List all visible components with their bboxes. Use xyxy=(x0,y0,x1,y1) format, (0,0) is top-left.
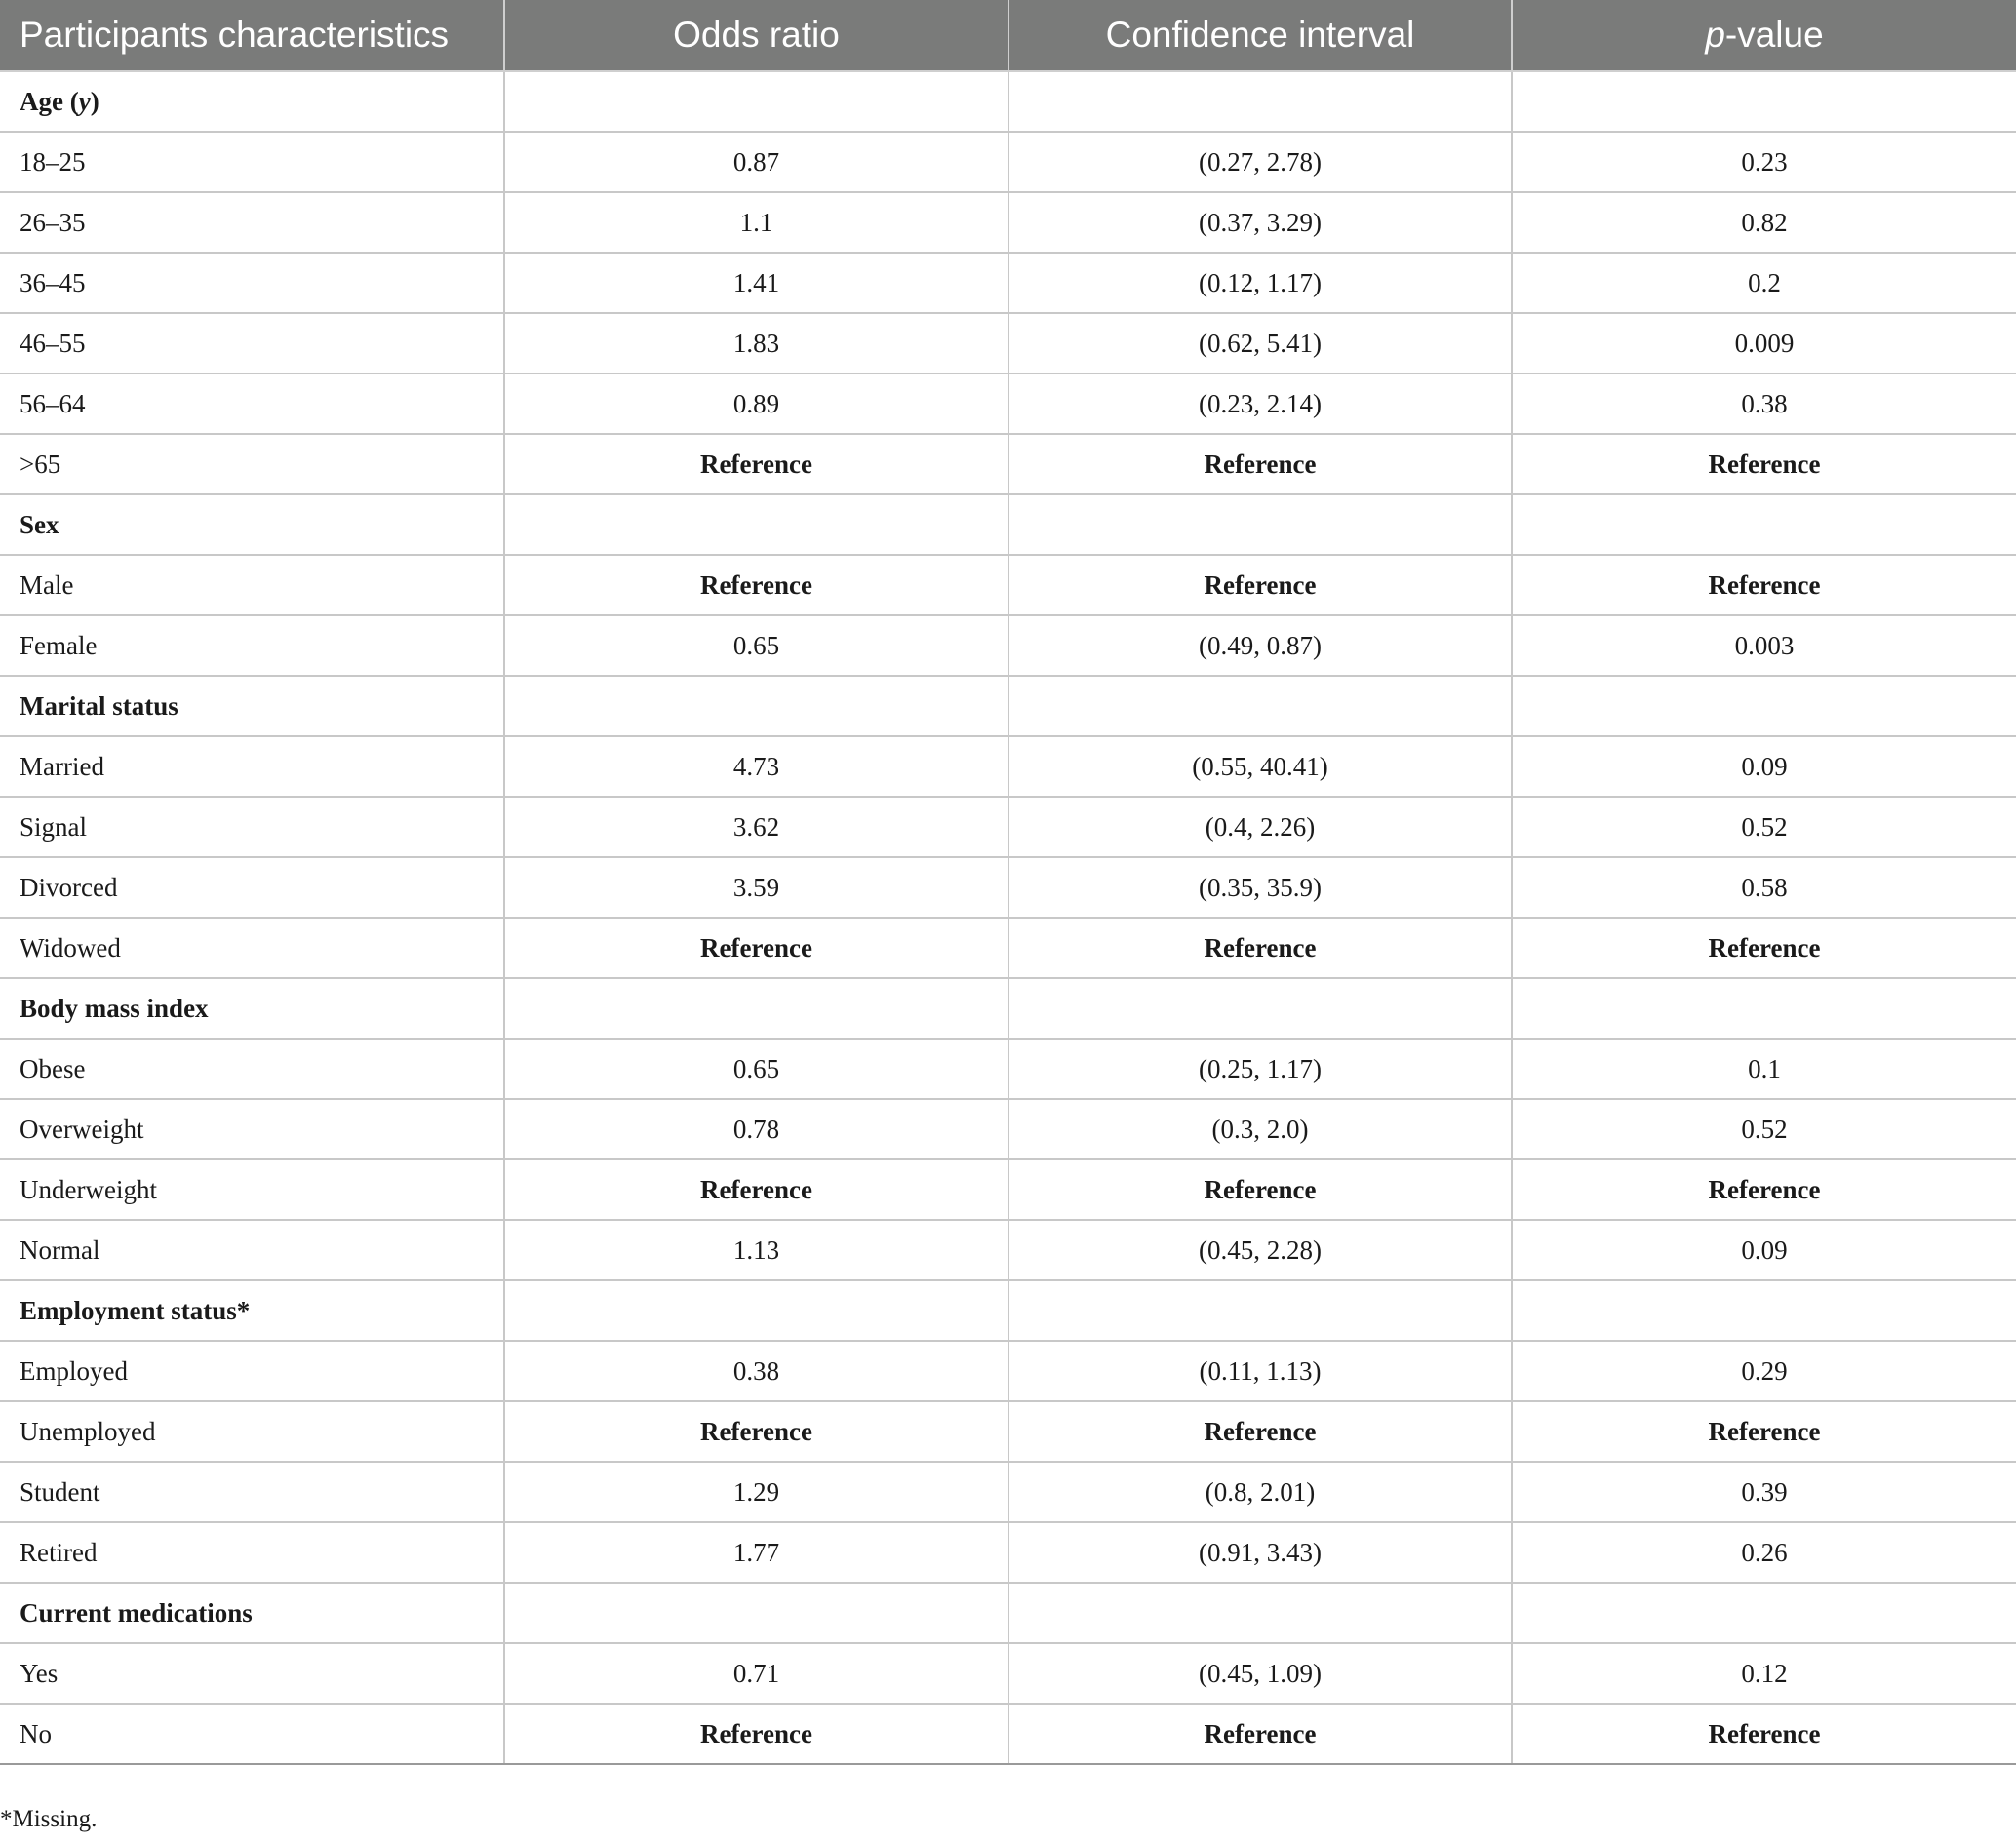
header-p-value xyxy=(1512,0,2016,71)
confidence-interval-cell: (0.35, 35.9) xyxy=(1008,857,1512,918)
odds-ratio-cell: 1.1 xyxy=(504,192,1008,253)
p-value-cell: 0.1 xyxy=(1512,1039,2016,1099)
confidence-interval-cell: Reference xyxy=(1008,1401,1512,1462)
p-value-cell: Reference xyxy=(1512,555,2016,615)
empty-cell xyxy=(1008,494,1512,555)
empty-cell xyxy=(1008,71,1512,132)
header-confidence-interval: Confidence interval xyxy=(1008,0,1512,71)
row-label-cell: 26–35 xyxy=(0,192,504,253)
empty-cell xyxy=(1008,1280,1512,1341)
p-value-cell: Reference xyxy=(1512,918,2016,978)
odds-ratio-cell: 0.89 xyxy=(504,373,1008,434)
empty-cell xyxy=(1008,978,1512,1039)
row-label-cell: 56–64 xyxy=(0,373,504,434)
confidence-interval-cell: Reference xyxy=(1008,555,1512,615)
p-value-cell: 0.12 xyxy=(1512,1643,2016,1704)
confidence-interval-cell: Reference xyxy=(1008,434,1512,494)
empty-cell xyxy=(1512,676,2016,736)
odds-ratio-cell: Reference xyxy=(504,555,1008,615)
odds-ratio-cell: 1.29 xyxy=(504,1462,1008,1522)
empty-cell xyxy=(504,978,1008,1039)
odds-ratio-cell: 1.77 xyxy=(504,1522,1008,1583)
table-row xyxy=(0,1220,2016,1280)
table-row xyxy=(0,918,2016,978)
p-value-cell: 0.52 xyxy=(1512,797,2016,857)
row-label-cell: Employed xyxy=(0,1341,504,1401)
table-row xyxy=(0,615,2016,676)
group-row xyxy=(0,1280,2016,1341)
p-value-cell: 0.23 xyxy=(1512,132,2016,192)
empty-cell xyxy=(1512,71,2016,132)
empty-cell xyxy=(504,676,1008,736)
confidence-interval-cell: Reference xyxy=(1008,1704,1512,1764)
odds-ratio-cell: Reference xyxy=(504,918,1008,978)
group-label: Marital status xyxy=(0,676,504,736)
p-value-cell: 0.2 xyxy=(1512,253,2016,313)
row-label-cell: >65 xyxy=(0,434,504,494)
row-label-cell: Male xyxy=(0,555,504,615)
odds-ratio-cell: 1.83 xyxy=(504,313,1008,373)
group-row xyxy=(0,1583,2016,1643)
confidence-interval-cell: (0.23, 2.14) xyxy=(1008,373,1512,434)
confidence-interval-cell: (0.11, 1.13) xyxy=(1008,1341,1512,1401)
row-label-cell: Overweight xyxy=(0,1099,504,1159)
confidence-interval-cell: (0.91, 3.43) xyxy=(1008,1522,1512,1583)
empty-cell xyxy=(1008,1583,1512,1643)
header-p-italic: p xyxy=(1705,15,1725,55)
empty-cell xyxy=(504,494,1008,555)
p-value-cell: 0.09 xyxy=(1512,1220,2016,1280)
table-row xyxy=(0,736,2016,797)
group-label: Employment status* xyxy=(0,1280,504,1341)
table-body xyxy=(0,71,2016,1764)
confidence-interval-cell: (0.25, 1.17) xyxy=(1008,1039,1512,1099)
odds-ratio-cell: 0.65 xyxy=(504,1039,1008,1099)
p-value-cell: Reference xyxy=(1512,1159,2016,1220)
group-row xyxy=(0,978,2016,1039)
confidence-interval-cell: (0.49, 0.87) xyxy=(1008,615,1512,676)
confidence-interval-cell: (0.45, 2.28) xyxy=(1008,1220,1512,1280)
empty-cell xyxy=(1512,494,2016,555)
p-value-cell: 0.009 xyxy=(1512,313,2016,373)
row-label-cell: Married xyxy=(0,736,504,797)
table-row xyxy=(0,1341,2016,1401)
odds-ratio-cell: Reference xyxy=(504,1704,1008,1764)
empty-cell xyxy=(504,1583,1008,1643)
p-value-cell: 0.38 xyxy=(1512,373,2016,434)
row-label-cell: Divorced xyxy=(0,857,504,918)
table-row xyxy=(0,132,2016,192)
header-p-rest: -value xyxy=(1724,15,1824,55)
odds-ratio-cell: 0.38 xyxy=(504,1341,1008,1401)
row-label-cell: Retired xyxy=(0,1522,504,1583)
table-row xyxy=(0,373,2016,434)
p-value-cell: 0.82 xyxy=(1512,192,2016,253)
odds-ratio-cell: Reference xyxy=(504,1159,1008,1220)
empty-cell xyxy=(1512,1583,2016,1643)
p-value-cell: 0.39 xyxy=(1512,1462,2016,1522)
row-label-cell: No xyxy=(0,1704,504,1764)
p-value-cell: Reference xyxy=(1512,434,2016,494)
group-label: Current medications xyxy=(0,1583,504,1643)
p-value-cell: 0.29 xyxy=(1512,1341,2016,1401)
confidence-interval-cell: Reference xyxy=(1008,1159,1512,1220)
table-row xyxy=(0,1099,2016,1159)
empty-cell xyxy=(1512,1280,2016,1341)
odds-ratio-cell: Reference xyxy=(504,434,1008,494)
age-label-unit: y xyxy=(78,86,91,116)
confidence-interval-cell: (0.45, 1.09) xyxy=(1008,1643,1512,1704)
table-row xyxy=(0,1039,2016,1099)
odds-ratio-cell: 0.71 xyxy=(504,1643,1008,1704)
confidence-interval-cell: Reference xyxy=(1008,918,1512,978)
p-value-cell: 0.26 xyxy=(1512,1522,2016,1583)
table-footnote: *Missing. xyxy=(0,1806,98,1832)
age-label-suffix: ) xyxy=(90,86,99,116)
p-value-cell: Reference xyxy=(1512,1704,2016,1764)
row-label-cell: Obese xyxy=(0,1039,504,1099)
table-row xyxy=(0,1643,2016,1704)
empty-cell xyxy=(504,71,1008,132)
p-value-cell: 0.09 xyxy=(1512,736,2016,797)
odds-ratio-cell: 3.62 xyxy=(504,797,1008,857)
p-value-cell: Reference xyxy=(1512,1401,2016,1462)
odds-ratio-cell: Reference xyxy=(504,1401,1008,1462)
p-value-cell: 0.58 xyxy=(1512,857,2016,918)
age-label-prefix: Age ( xyxy=(20,86,79,116)
empty-cell xyxy=(504,1280,1008,1341)
row-label-cell: 36–45 xyxy=(0,253,504,313)
confidence-interval-cell: (0.27, 2.78) xyxy=(1008,132,1512,192)
empty-cell xyxy=(1008,676,1512,736)
odds-ratio-cell: 0.87 xyxy=(504,132,1008,192)
group-label: Body mass index xyxy=(0,978,504,1039)
group-row xyxy=(0,676,2016,736)
confidence-interval-cell: (0.8, 2.01) xyxy=(1008,1462,1512,1522)
odds-ratio-cell: 0.65 xyxy=(504,615,1008,676)
table-header xyxy=(0,0,2016,71)
table-row xyxy=(0,1401,2016,1462)
header-row xyxy=(0,0,2016,71)
table-row xyxy=(0,313,2016,373)
group-row-age xyxy=(0,71,2016,132)
row-label-cell: Normal xyxy=(0,1220,504,1280)
confidence-interval-cell: (0.12, 1.17) xyxy=(1008,253,1512,313)
table-row xyxy=(0,253,2016,313)
group-row xyxy=(0,494,2016,555)
table-row xyxy=(0,434,2016,494)
row-label-cell: Underweight xyxy=(0,1159,504,1220)
table-row xyxy=(0,1462,2016,1522)
row-label-cell: Widowed xyxy=(0,918,504,978)
confidence-interval-cell: (0.4, 2.26) xyxy=(1008,797,1512,857)
row-label-cell: Unemployed xyxy=(0,1401,504,1462)
confidence-interval-cell: (0.55, 40.41) xyxy=(1008,736,1512,797)
row-label-cell: Yes xyxy=(0,1643,504,1704)
p-value-cell: 0.52 xyxy=(1512,1099,2016,1159)
table-row xyxy=(0,1522,2016,1583)
confidence-interval-cell: (0.37, 3.29) xyxy=(1008,192,1512,253)
group-label-age xyxy=(0,71,504,132)
odds-ratio-cell: 1.13 xyxy=(504,1220,1008,1280)
table-row xyxy=(0,192,2016,253)
header-participants-characteristics: Participants characteristics xyxy=(0,0,504,71)
table-row xyxy=(0,797,2016,857)
table-row xyxy=(0,1159,2016,1220)
row-label-cell: 18–25 xyxy=(0,132,504,192)
row-label-cell: Signal xyxy=(0,797,504,857)
odds-ratio-cell: 0.78 xyxy=(504,1099,1008,1159)
table-row xyxy=(0,857,2016,918)
table-row xyxy=(0,1704,2016,1764)
confidence-interval-cell: (0.3, 2.0) xyxy=(1008,1099,1512,1159)
group-label: Sex xyxy=(0,494,504,555)
table-row xyxy=(0,555,2016,615)
empty-cell xyxy=(1512,978,2016,1039)
p-value-cell: 0.003 xyxy=(1512,615,2016,676)
odds-ratio-cell: 4.73 xyxy=(504,736,1008,797)
row-label-cell: Student xyxy=(0,1462,504,1522)
header-odds-ratio: Odds ratio xyxy=(504,0,1008,71)
odds-ratio-cell: 1.41 xyxy=(504,253,1008,313)
row-label-cell: 46–55 xyxy=(0,313,504,373)
odds-ratio-cell: 3.59 xyxy=(504,857,1008,918)
confidence-interval-cell: (0.62, 5.41) xyxy=(1008,313,1512,373)
row-label-cell: Female xyxy=(0,615,504,676)
